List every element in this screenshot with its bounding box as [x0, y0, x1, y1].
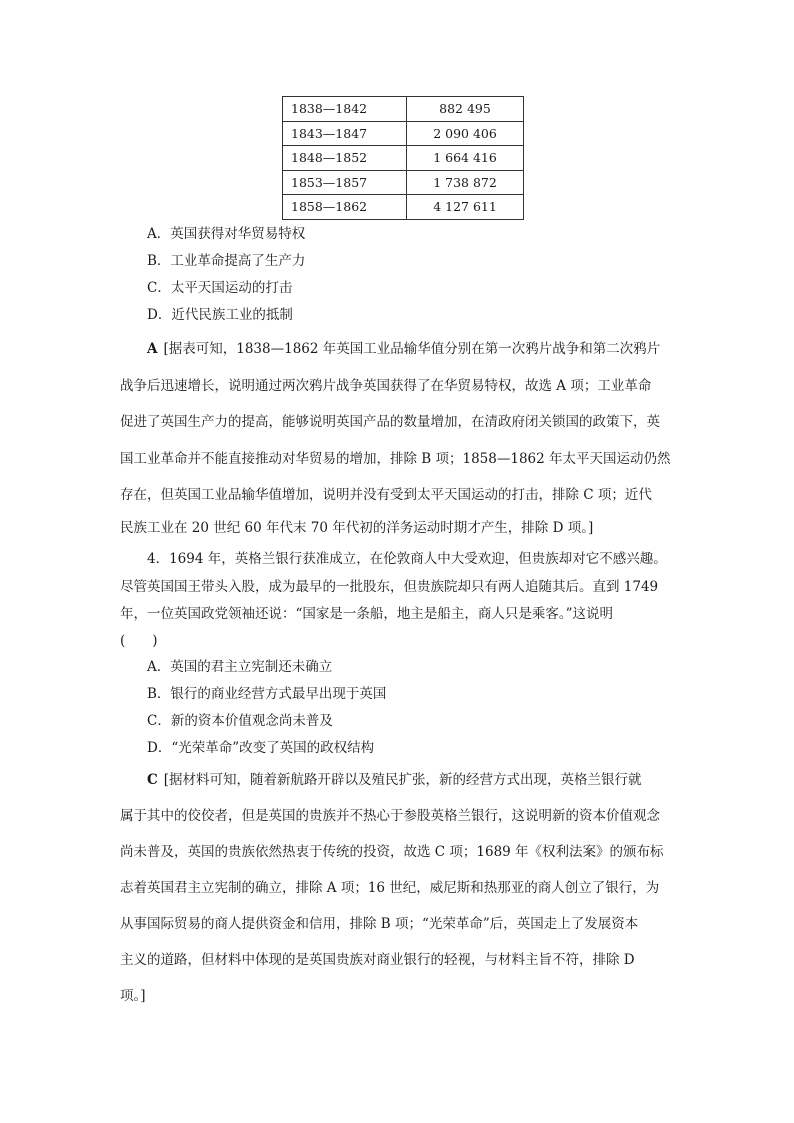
q4-explanation-line: 主义的道路，但材料中体现的是英国贵族对商业银行的轻视，与材料主旨不符，排除 D: [120, 952, 635, 968]
data-table: [282, 96, 524, 220]
q4-stem-line: 4．1694 年，英格兰银行获准成立，在伦敦商人中大受欢迎，但贵族却对它不感兴趣。: [147, 551, 667, 567]
q3-explanation-line: 国工业革命并不能直接推动对华贸易的增加，排除 B 项；1858—1862 年太平天国运动仍然: [120, 451, 671, 467]
q4-option-a: A．英国的君主立宪制还未确立: [147, 659, 333, 675]
table-row: [283, 170, 524, 195]
q4-explanation-line: 尚未普及，英国的贵族依然热衷于传统的投资，故选 C 项；1689 年《权利法案》的颁布标: [120, 844, 664, 860]
q4-option-b: B．银行的商业经营方式最早出现于英国: [147, 686, 387, 702]
q3-option-a: A．英国获得对华贸易特权: [147, 226, 306, 242]
q4-stem-line: 年，一位英国政党领袖还说：“国家是一条船，地主是船主，商人只是乘客。”这说明: [120, 606, 614, 622]
q4-option-d: D．“光荣革命”改变了英国的政权结构: [147, 740, 375, 756]
period-cell: 1838—1842: [283, 97, 407, 122]
q3-explanation-line: 促进了英国生产力的提高，能够说明英国产品的数量增加，在清政府闭关锁国的政策下，英: [120, 414, 660, 430]
q4-explanation-line: 志着英国君主立宪制的确立，排除 A 项；16 世纪，威尼斯和热那亚的商人创立了银行，为: [120, 880, 660, 896]
q3-option-c: C．太平天国运动的打击: [147, 280, 293, 296]
q3-explanation-line: 存在，但英国工业品输华值增加，说明并没有受到太平天国运动的打击，排除 C 项；近代: [120, 487, 652, 503]
value-cell: 1 664 416: [407, 146, 524, 171]
q4-explanation-line: C [据材料可知，随着新航路开辟以及殖民扩张，新的经营方式出现，英格兰银行就: [147, 772, 642, 788]
table-row: [283, 121, 524, 146]
q4-option-c: C．新的资本价值观念尚未普及: [147, 713, 333, 729]
period-cell: 1858—1862: [283, 195, 407, 220]
q4-stem-line: ( ): [120, 633, 158, 649]
value-cell: 1 738 872: [407, 170, 524, 195]
q3-explanation-line: A [据表可知，1838—1862 年英国工业品输华值分别在第一次鸦片战争和第二次鸦片: [147, 341, 661, 357]
q3-answer-letter: A: [147, 341, 158, 357]
value-cell: 4 127 611: [407, 195, 524, 220]
table-row: [283, 97, 524, 122]
value-cell: 2 090 406: [407, 121, 524, 146]
table-row: [283, 146, 524, 171]
q4-answer-letter: C: [147, 772, 158, 788]
table-row: [283, 195, 524, 220]
q4-explanation-line: 属于其中的佼佼者，但是英国的贵族并不热心于参股英格兰银行，这说明新的资本价值观念: [120, 808, 660, 824]
q4-stem-line: 尽管英国国王带头入股，成为最早的一批股东，但贵族院却只有两人追随其后。直到 1749: [120, 579, 659, 595]
period-cell: 1853—1857: [283, 170, 407, 195]
q3-explanation-line: 民族工业在 20 世纪 60 年代末 70 年代初的洋务运动时期才产生，排除 D 项。]: [120, 520, 594, 536]
period-cell: 1843—1847: [283, 121, 407, 146]
q3-option-b: B．工业革命提高了生产力: [147, 253, 306, 269]
q4-explanation-line: 从事国际贸易的商人提供资金和信用，排除 B 项；“光荣革命”后，英国走上了发展资本: [120, 916, 639, 932]
q3-option-d: D．近代民族工业的抵制: [147, 307, 293, 323]
value-cell: 882 495: [407, 97, 524, 122]
q3-explanation-line: 战争后迅速增长，说明通过两次鸦片战争英国获得了在华贸易特权，故选 A 项；工业革命: [120, 378, 652, 394]
q4-explanation-line: 项。]: [120, 988, 146, 1004]
period-cell: 1848—1852: [283, 146, 407, 171]
